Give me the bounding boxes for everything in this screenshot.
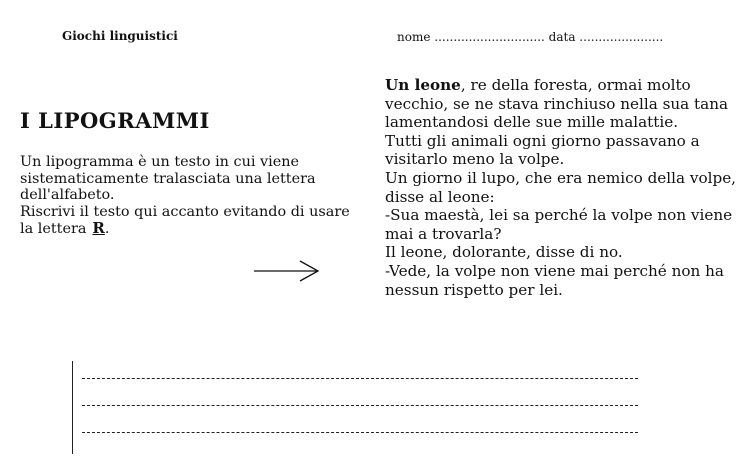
story-text [385,76,745,299]
writing-lines [82,378,638,459]
instructions [20,154,360,238]
worksheet-category: Giochi linguistici [62,29,178,43]
writing-line[interactable] [82,378,638,379]
story-paragraph-4: -Sua maestà, lei sa perché la volpe non viene mai a trovarla? [385,206,733,243]
story-paragraph-2: Tutti gli animali ogni giorno passavano a visitarlo meno la volpe. [385,131,700,169]
excluded-letter: R [92,219,105,238]
right-arrow-icon [254,256,324,286]
name-date-fields: nome ............................. data ...................... [397,30,664,44]
story-paragraph-6: -Vede, la volpe non viene mai perché non ha nessun rispetto per lei. [385,261,724,299]
story-lead-bold: Un leone [385,76,461,94]
instructions-task-text: Riscrivi il testo qui accanto evitando di usare la lettera [20,203,350,238]
margin-line [72,361,73,454]
story-paragraph-1 [385,76,745,132]
instructions-task [20,204,360,238]
instructions-task-end: . [104,221,110,238]
story-paragraph-5: Il leone, dolorante, disse di no. [385,243,623,262]
instructions-definition: Un lipogramma è un testo in cui viene sistematicamente tralasciata una lettera dell'alfabeto. [20,154,316,204]
story-paragraph-3: Un giorno il lupo, che era nemico della volpe, disse al leone: [385,168,737,206]
writing-line[interactable] [82,432,638,433]
story-lead-rest: , re della foresta, ormai molto vecchio, se ne stava rinchiuso nella sua tana lamentandosi delle sue mille malattie. [385,76,729,132]
page-title: I LIPOGRAMMI [20,108,210,133]
writing-line[interactable] [82,405,638,406]
